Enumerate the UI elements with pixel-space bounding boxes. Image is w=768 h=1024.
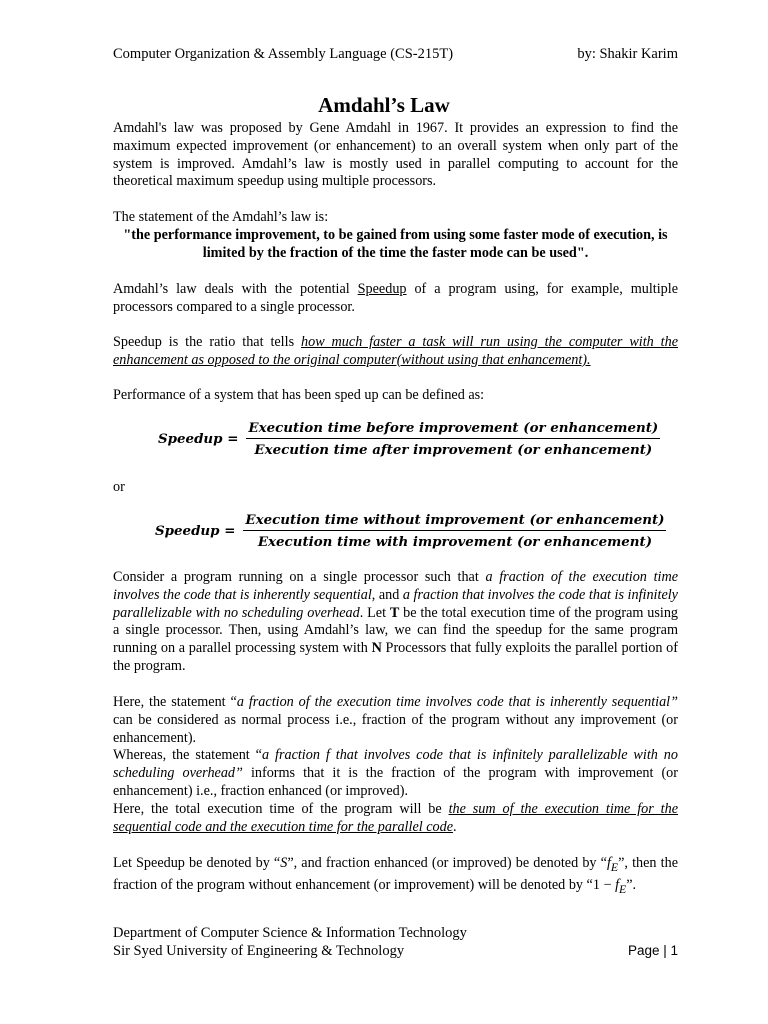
statement-block [113, 209, 678, 262]
speedup-term: Speedup [357, 281, 407, 297]
equation-lhs: Speedup = [155, 523, 236, 539]
statement-quote: "the performance improvement, to be gained from using some faster mode of execution, is limited by the fraction of the time the faster mode can be used". [123, 226, 668, 261]
equation-fraction [243, 512, 666, 550]
statement-explanation [113, 694, 678, 836]
here-paragraph-2: Here, the total execution time of the program will be the sum of the execution time for the sequential code and the execution time for the parallel code. [113, 800, 678, 835]
consider-paragraph: Consider a program running on a single processor such that a fraction of the execution time involves the code that is inherently sequential, and a fraction that involves the code that is infinitely parallelizable with no scheduling overhead. Let T be the total execution time of the program using a single processor. Then, using Amdahl’s law, we can find the speedup for the same program running on a parallel processing system with N Processors that fully exploits the parallel portion of the program. [113, 569, 679, 674]
notation-paragraph: Let Speedup be denoted by “S”, and fraction enhanced (or improved) be denoted by “$f_E$”, then the fraction of the program without enhancement (or improvement) will be denoted by “$1 - f_E$”. [113, 855, 678, 896]
speedup-equation-1 [158, 420, 660, 458]
or-text: or [113, 479, 125, 495]
speedup-equation-2 [155, 512, 666, 550]
ratio-definition: how much faster a task will run using the computer with the enhancement as opposed to the original computer(without using that enhancement). [113, 334, 679, 368]
page-footer [113, 924, 678, 960]
page-header [113, 46, 678, 63]
page-title: Amdahl’s Law [318, 93, 450, 117]
here-paragraph-1: Here, the statement “a fraction of the execution time involves code that is inherently sequential” can be considered as normal process i.e., fraction of the program without any improvement (or enhancement). [113, 694, 679, 746]
page-number: Page | 1 [627, 943, 678, 958]
university-name: Sir Syed University of Engineering & Technology [113, 943, 405, 959]
statement-intro: The statement of the Amdahl’s law is: [113, 209, 329, 225]
author-name: by: Shakir Karim [577, 46, 678, 62]
ratio-paragraph: Speedup is the ratio that tells how much faster a task will run using the computer with the enhancement as opposed to the original computer(without using that enhancement). [113, 334, 679, 368]
equation-lhs: Speedup = [158, 431, 239, 447]
equation-numerator: Execution time before improvement (or enhancement) [246, 420, 660, 439]
course-title: Computer Organization & Assembly Language (CS-215T) [113, 46, 454, 62]
equation-denominator: Execution time with improvement (or enhancement) [257, 534, 653, 550]
intro-paragraph: Amdahl's law was proposed by Gene Amdahl in 1967. It provides an expression to find the maximum expected improvement (or enhancement) to an overall system when only part of the system is improved. Amdahl’s law is mostly used in parallel computing to account for the theoretical maximum speedup using multiple processors. [113, 120, 678, 190]
whereas-paragraph: Whereas, the statement “a fraction f that involves code that is infinitely parallelizable with no scheduling overhead” informs that it is the fraction of the program with improvement (or enhancement) i.e., fraction enhanced (or improved). [113, 747, 678, 799]
equation-numerator: Execution time without improvement (or enhancement) [243, 512, 666, 531]
equation-fraction [246, 420, 660, 458]
speedup-paragraph: Amdahl’s law deals with the potential Speedup of a program using, for example, multiple processors compared to a single processor. [113, 281, 678, 315]
equation-denominator: Execution time after improvement (or enhancement) [254, 442, 653, 458]
performance-line: Performance of a system that has been sped up can be defined as: [113, 387, 485, 403]
department-name: Department of Computer Science & Information Technology [113, 925, 467, 941]
